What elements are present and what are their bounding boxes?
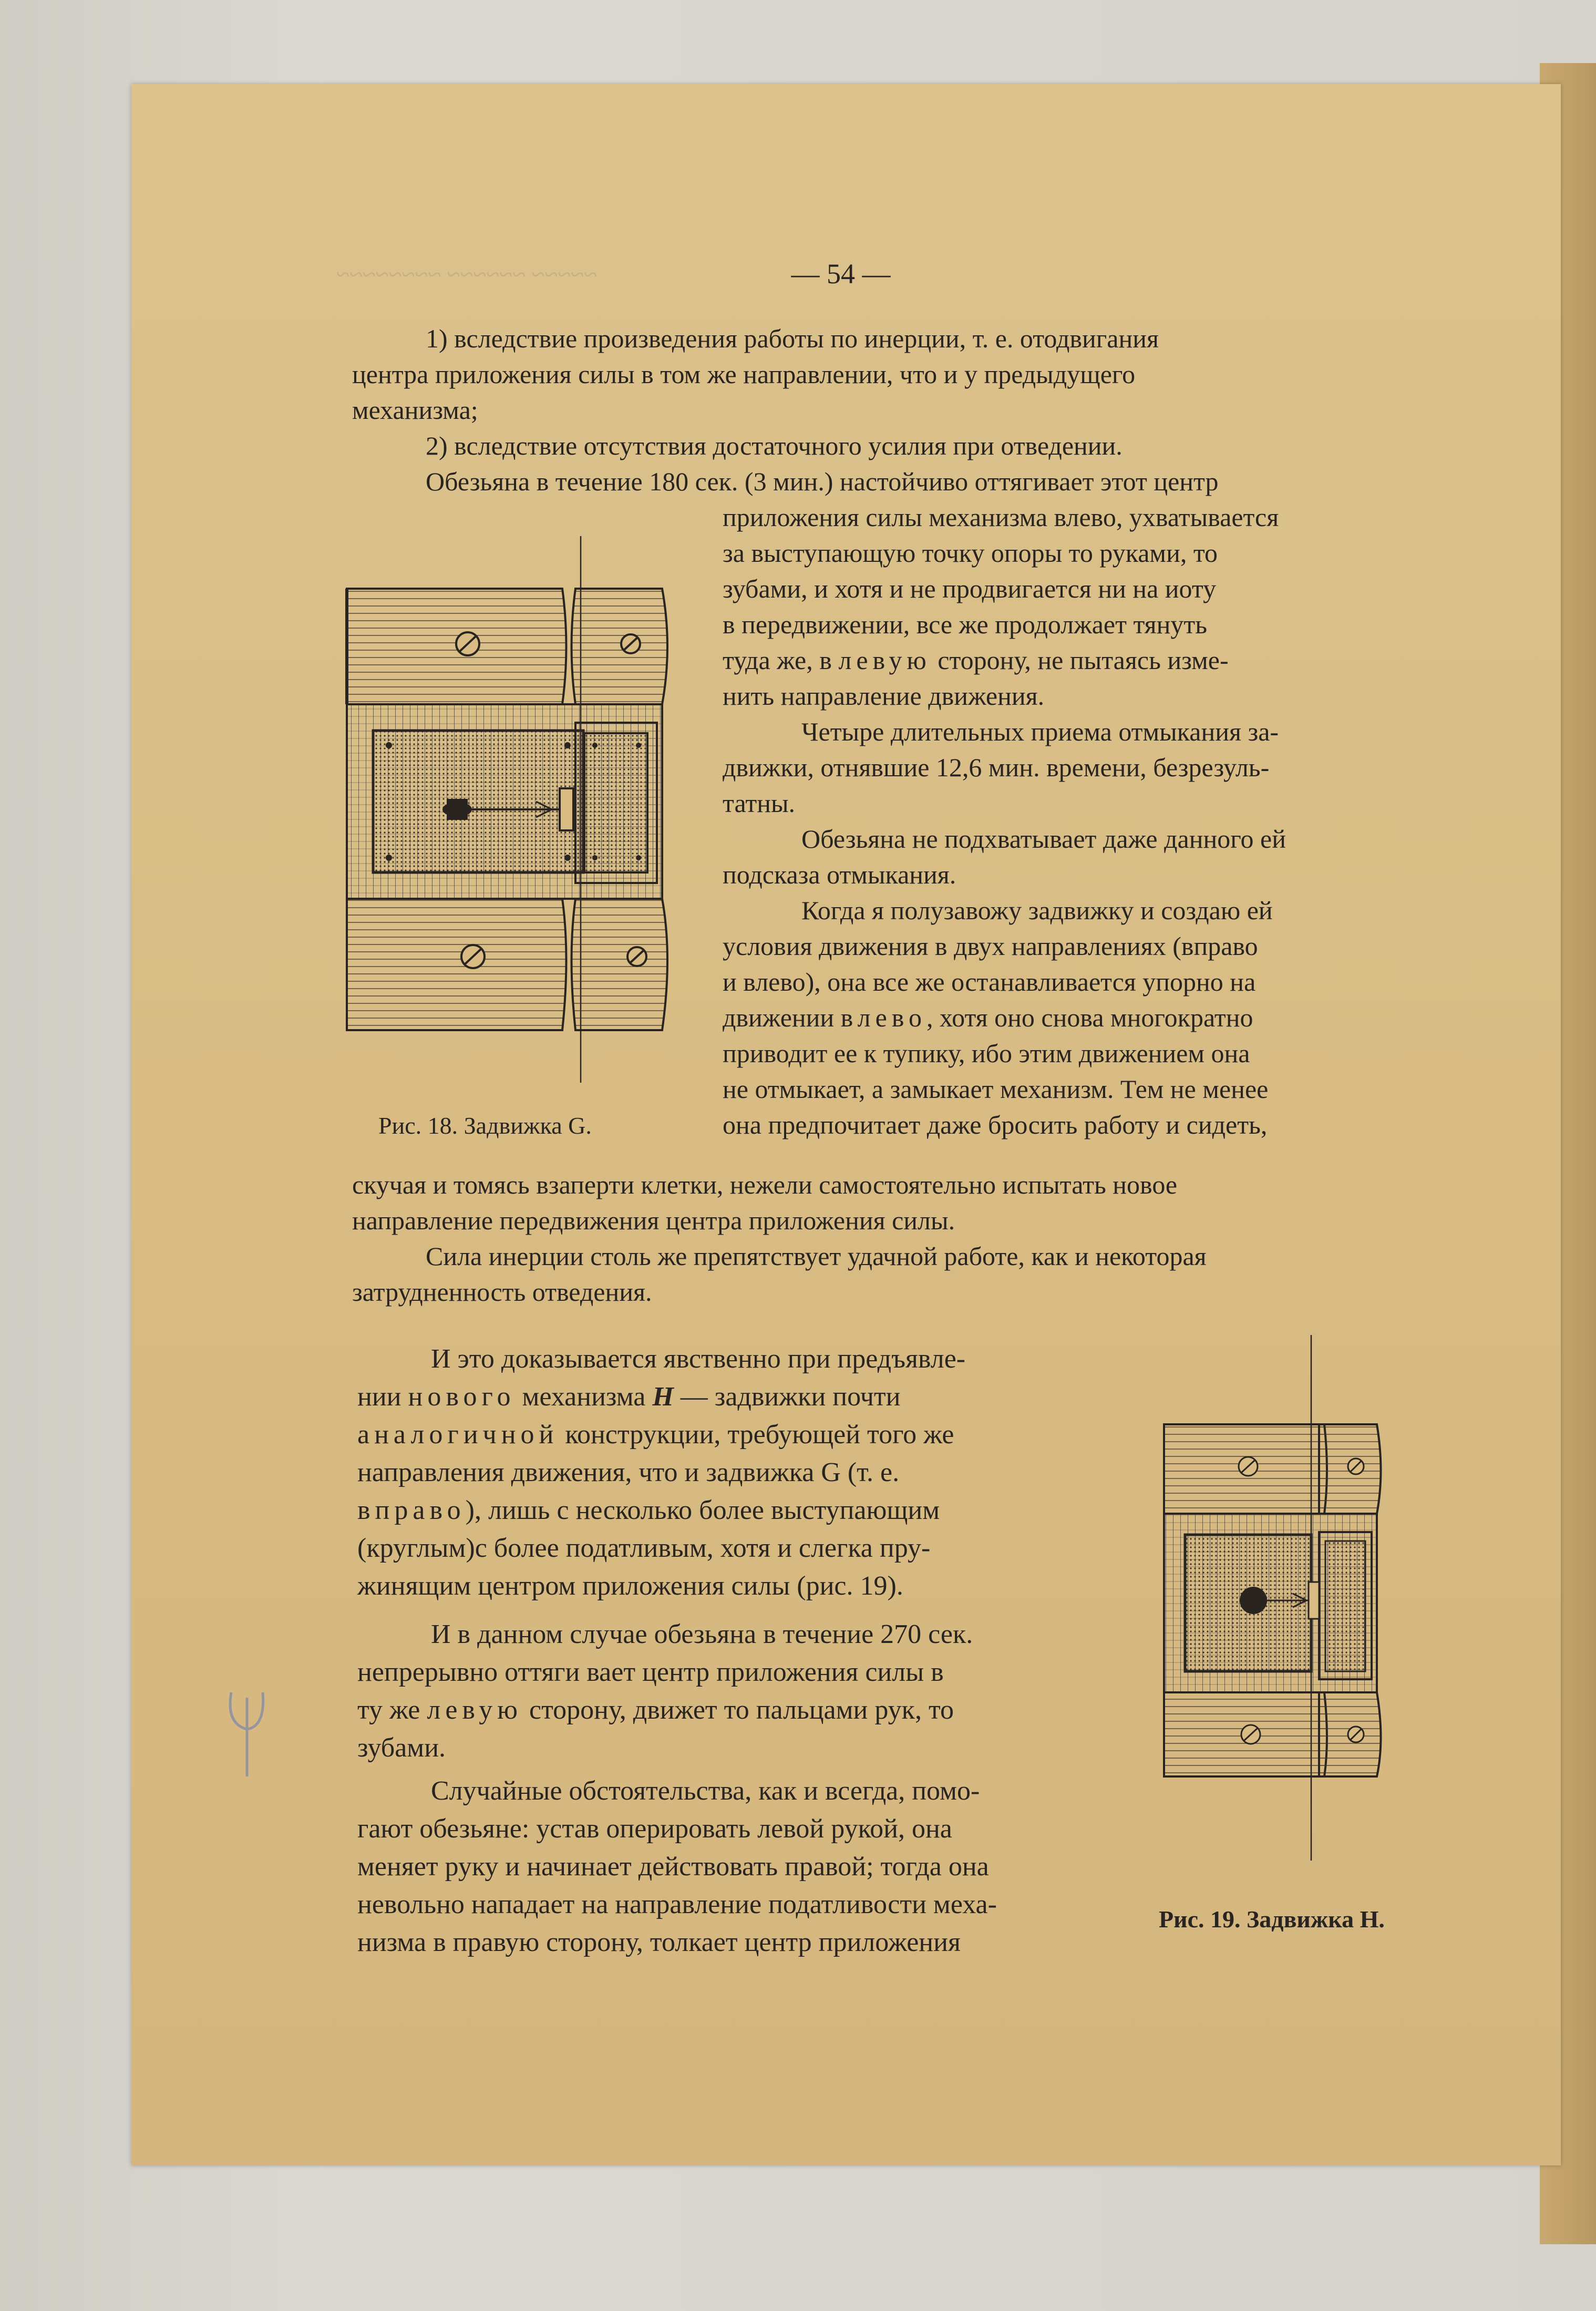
paragraph-line: приводит ее к тупику, ибо этим движением она [723, 1039, 1250, 1068]
paragraph-line: и влево), она все же останавливается упорно на [723, 967, 1256, 997]
spaced-emphasis: аналогичной [357, 1420, 559, 1450]
paragraph-line: в передвижении, все же продолжает тянуть [723, 610, 1208, 639]
figure-19-caption: Рис. 19. Задвижка H. [1159, 1906, 1385, 1933]
text-run: ), лишь с несколько более выступающим [465, 1495, 940, 1525]
latch-round-knob [1240, 1587, 1267, 1614]
paragraph-line: она предпочитает даже бросить работу и сидеть, [723, 1110, 1268, 1139]
spaced-emphasis: нового [408, 1382, 516, 1412]
paragraph-line: Случайные обстоятельства, как и всегда, помо- [431, 1776, 980, 1806]
paragraph-line [357, 1691, 1114, 1729]
paragraph-line: условия движения в двух направлениях (вправо [723, 931, 1258, 961]
figure-19-latch-h [1151, 1335, 1414, 1871]
bleed-through-text: ~~~~~ ~~~~~~ ~~~~~~~~ [336, 261, 597, 287]
paragraph-line: механизма; [352, 395, 478, 425]
text-run: конструкции, требующей того же [558, 1420, 954, 1450]
figure-18-caption: Рис. 18. Задвижка G. [378, 1112, 592, 1139]
paragraph-line: жинящим центром приложения силы (рис. 19). [357, 1571, 903, 1601]
paragraph-line: меняет руку и начинает действовать правой; тогда она [357, 1852, 989, 1882]
paragraph-line: 1) вследствие произведения работы по инерции, т. е. отодвигания [426, 324, 1159, 353]
text-run: сторону, не пытаясь изме- [931, 645, 1229, 675]
paragraph-line: зубами, и хотя и не продвигается ни на иоту [723, 574, 1217, 603]
paragraph-line: Обезьяна не подхватывает даже данного ей [801, 824, 1286, 854]
paragraph-line: Четыре длительных приема отмыкания за- [801, 717, 1279, 746]
text-run: туда же, в [723, 645, 839, 675]
paragraph-line: Когда я полузавожу задвижку и создаю ей [801, 896, 1273, 925]
paragraph-line: низма в правую сторону, толкает центр приложения [357, 1927, 961, 1957]
text-run: ту же [357, 1695, 427, 1725]
paragraph-line [723, 642, 1406, 678]
text-run: , хотя оно снова многократно [926, 1003, 1253, 1032]
paragraph-line: направление передвижения центра приложения силы. [352, 1206, 955, 1235]
text-block-right-column [723, 499, 1406, 1143]
paragraph-line: зубами. [357, 1733, 446, 1763]
paragraph-line: движки, отнявшие 12,6 мин. времени, безрезуль- [723, 753, 1270, 782]
paragraph-line: нить направление движения. [723, 681, 1045, 711]
page-number: — 54 — [791, 258, 891, 290]
paragraph-line: скучая и томясь взаперти клетки, нежели самостоятельно испытать новое [352, 1170, 1178, 1199]
paragraph-line: подсказа отмыкания. [723, 860, 956, 889]
text-run: движении [723, 1003, 841, 1032]
paragraph-line: затрудненность отведения. [352, 1277, 652, 1307]
paragraph-line [357, 1378, 1114, 1416]
italic-letter: H [652, 1382, 674, 1412]
paragraph-line: Обезьяна в течение 180 сек. (3 мин.) настойчиво оттягивает этот центр [426, 467, 1219, 496]
spaced-emphasis: левую [427, 1695, 523, 1725]
text-run: механизма [515, 1382, 653, 1412]
paragraph-line: И это доказывается явственно при предъявле- [431, 1344, 966, 1374]
figure-18-latch-g [336, 536, 715, 1104]
text-block-left-column [357, 1340, 1114, 1961]
spaced-emphasis: левую [838, 645, 931, 675]
text-run: — задвижки почти [673, 1382, 901, 1412]
paragraph-line: (круглым)с более податливым, хотя и слегка пру- [357, 1533, 931, 1563]
paragraph-line: центра приложения силы в том же направлении, что и у предыдущего [352, 360, 1136, 389]
paragraph-line: гают обезьяне: устав оперировать левой рукой, она [357, 1814, 952, 1844]
text-block-middle [352, 1167, 1403, 1310]
paragraph-line: непрерывно оттяги вает центр приложения силы в [357, 1657, 944, 1687]
spaced-emphasis: влево [840, 1003, 927, 1032]
pencil-mark [215, 1682, 279, 1787]
paragraph-line [357, 1492, 1114, 1529]
paragraph-line: приложения силы механизма влево, ухватывается [723, 502, 1279, 532]
paragraph-line: И в данном случае обезьяна в течение 270 сек. [431, 1619, 973, 1649]
spaced-emphasis: вправо [357, 1495, 466, 1525]
paragraph-line: невольно нападает на направление податливости меха- [357, 1889, 997, 1919]
paragraph-line: Сила инерции столь же препятствует удачной работе, как и некоторая [426, 1241, 1207, 1271]
paragraph-line [357, 1416, 1114, 1454]
text-run: нии [357, 1382, 408, 1412]
text-block-top [352, 321, 1398, 499]
text-run: сторону, движет то пальцами рук, то [522, 1695, 954, 1725]
paragraph-line [723, 1000, 1406, 1035]
paragraph-line: направления движения, что и задвижка G (т. е. [357, 1457, 900, 1487]
paragraph-line: татны. [723, 788, 796, 818]
paragraph-line: 2) вследствие отсутствия достаточного усилия при отведении. [426, 431, 1123, 460]
paragraph-line: не отмыкает, а замыкает механизм. Тем не менее [723, 1074, 1269, 1104]
paragraph-line: за выступающую точку опоры то руками, то [723, 538, 1218, 568]
